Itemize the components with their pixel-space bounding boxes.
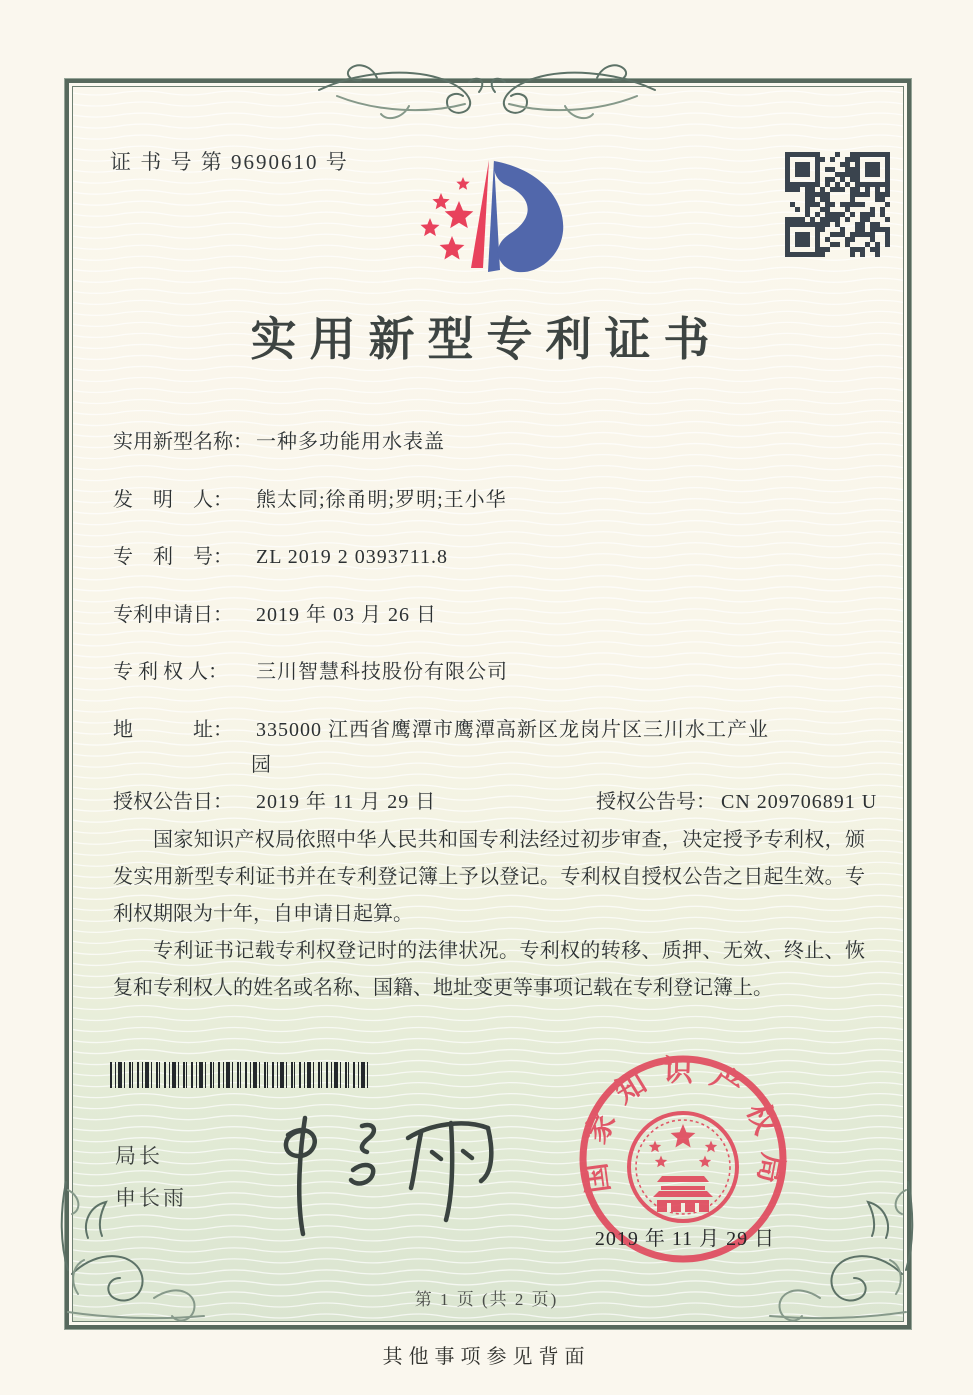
qr-code <box>785 152 890 257</box>
field-row-address <box>113 713 769 742</box>
field-label: 地 址： <box>113 719 233 741</box>
barcode <box>110 1062 372 1088</box>
field-label: 专 利 权 人： <box>113 661 228 683</box>
page-indicator: 第 1 页 (共 2 页) <box>414 1290 559 1309</box>
field-value: 一种多功能用水表盖 <box>256 431 445 453</box>
cnipa-logo-icon <box>405 148 595 293</box>
field-value-address-wrap: 园 <box>251 754 271 776</box>
field-row-name <box>113 425 445 454</box>
field-value: ZL 2019 2 0393711.8 <box>256 546 448 568</box>
field-label: 专 利 号： <box>113 546 233 568</box>
field-row-filing-date <box>113 598 437 627</box>
logo-blue-bowl <box>494 161 563 272</box>
certificate-number: 证 书 号 第 9690610 号 <box>110 150 349 174</box>
field-row-patentee <box>113 655 508 684</box>
field-value: 2019 年 03 月 26 日 <box>256 604 437 626</box>
director-title: 局长 <box>115 1144 163 1168</box>
logo-red-wedge <box>471 160 489 268</box>
certificate-title: 实用新型专利证书 <box>250 314 723 365</box>
back-side-note: 其他事项参见背面 <box>382 1346 591 1368</box>
field-label: 授权公告日： <box>113 791 233 813</box>
director-signature <box>270 1095 520 1240</box>
field-value: 熊太同;徐甬明;罗明;王小华 <box>256 489 507 511</box>
field-label: 授权公告号： <box>596 791 716 813</box>
legal-paragraph-1: 国家知识产权局依照中华人民共和国专利法经过初步审查，决定授予专利权，颁发实用新型专利证书并在专利登记簿上予以登记。专利权自授权公告之日起生效。专利权期限为十年，自申请日起算。 <box>113 829 865 925</box>
legal-text <box>113 822 865 1007</box>
director-name: 申长雨 <box>115 1186 187 1210</box>
field-value: 三川智慧科技股份有限公司 <box>256 661 508 683</box>
field-label: 专利申请日： <box>113 604 233 626</box>
field-label: 实用新型名称： <box>113 431 253 453</box>
field-value: 335000 江西省鹰潭市鹰潭高新区龙岗片区三川水工产业 <box>256 719 769 741</box>
field-value: CN 209706891 U <box>721 791 878 813</box>
field-row-inventors <box>113 483 507 512</box>
emblem-stars <box>649 1124 717 1167</box>
seal-date: 2019 年 11 月 29 日 <box>594 1228 776 1250</box>
field-row-patent-number <box>113 540 448 569</box>
field-label: 发 明 人： <box>113 489 233 511</box>
legal-paragraph-2: 专利证书记载专利权登记时的法律状况。专利权的转移、质押、无效、终止、恢复和专利权人的姓名或名称、国籍、地址变更等事项记载在专利登记簿上。 <box>113 940 865 999</box>
emblem-gate <box>653 1176 713 1212</box>
seal-ring-text: 国家知识产权局 <box>576 1054 790 1201</box>
top-flourish-ornament <box>317 54 657 126</box>
field-row-grant <box>113 785 878 814</box>
field-value: 2019 年 11 月 29 日 <box>256 791 437 813</box>
